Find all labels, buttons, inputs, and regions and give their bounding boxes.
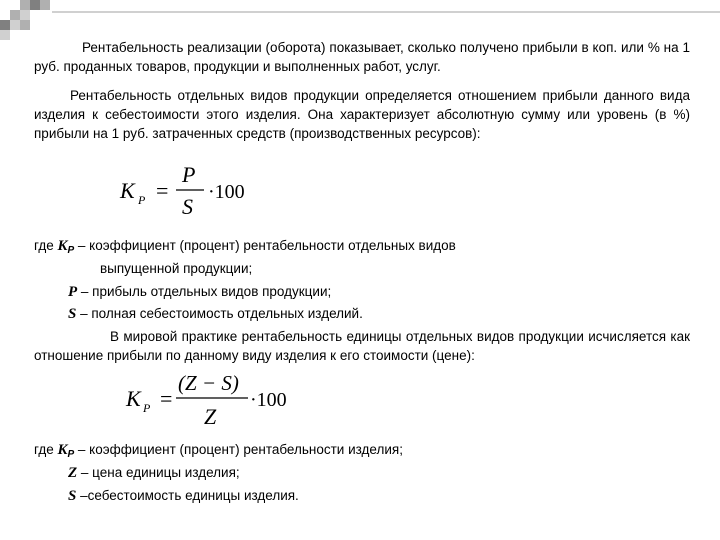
- formula1-numerator: P: [182, 162, 196, 187]
- legend1-p-desc: – прибыль отдельных видов продукции;: [77, 284, 332, 299]
- legend2-s-symbol: S: [68, 488, 77, 504]
- legend2-k-desc: – коэффициент (процент) рентабельности изделия;: [74, 442, 403, 457]
- formula1-equals: =: [156, 178, 169, 203]
- formula2-factor: ·100: [250, 389, 287, 411]
- formula1-lhs-sub: P: [138, 193, 146, 207]
- formula2-lhs: K: [126, 386, 141, 411]
- legend1-intro: где: [34, 238, 54, 253]
- legend1-p-line: [68, 282, 331, 302]
- formula2-lhs-sub: P: [143, 401, 151, 415]
- legend1-s-line: [68, 304, 363, 324]
- legend1-k-desc-cont: выпущенной продукции;: [100, 261, 253, 276]
- legend2-z-desc: – цена единицы изделия;: [77, 465, 240, 480]
- legend1-p-symbol: P: [68, 284, 78, 300]
- formula2-numerator: (Z − S): [178, 371, 239, 395]
- legend2-s-desc: –себестоимость единицы изделия.: [76, 488, 299, 503]
- legend1-k-sub: P: [67, 245, 75, 256]
- legend2-k-line: [34, 440, 403, 464]
- legend2-z-line: [68, 463, 240, 483]
- formula1-factor: ·100: [208, 181, 245, 203]
- formula1-lhs: K: [120, 178, 135, 203]
- legend2-s-line: [68, 486, 299, 506]
- decorative-header-squares: [0, 0, 720, 40]
- paragraph-sales-profitability: Рентабельность реализации (оборота) показывает, сколько получено прибыли в коп. или % на 1 руб. проданных товаров, продукции и выполненных работ, услуг.: [34, 40, 690, 74]
- legend1-s-symbol: S: [68, 306, 77, 322]
- paragraph-world-practice: В мировой практике рентабельность единицы отдельных видов продукции исчисляется как отношение прибыли по данному виду изделия к его стоимости (цене):: [34, 329, 690, 363]
- legend2-z-symbol: Z: [68, 465, 78, 481]
- legend2-intro: где: [34, 442, 54, 457]
- legend1-k-line: [34, 236, 456, 260]
- legend2-k-sub: P: [67, 449, 75, 460]
- legend1-s-desc: – полная себестоимость отдельных изделий.: [76, 306, 363, 321]
- formula2-denominator: Z: [204, 404, 217, 429]
- formula-profitability-by-price: [120, 368, 290, 430]
- legend2-k-symbol: K: [57, 442, 68, 458]
- formula-profitability-by-cost: [112, 160, 252, 222]
- paragraph-product-profitability: Рентабельность отдельных видов продукции определяется отношением прибыли данного вида изделия к себестоимости этого изделия. Она характеризует абсолютную сумму или уровень (в %) прибыли на 1 руб. затраченных средств (производственных ресурсов):: [34, 88, 690, 141]
- legend1-k-desc: – коэффициент (процент) рентабельности отдельных видов: [74, 238, 456, 253]
- formula1-denominator: S: [182, 194, 193, 219]
- formula2-equals: =: [160, 386, 173, 411]
- legend1-k-symbol: K: [57, 238, 68, 254]
